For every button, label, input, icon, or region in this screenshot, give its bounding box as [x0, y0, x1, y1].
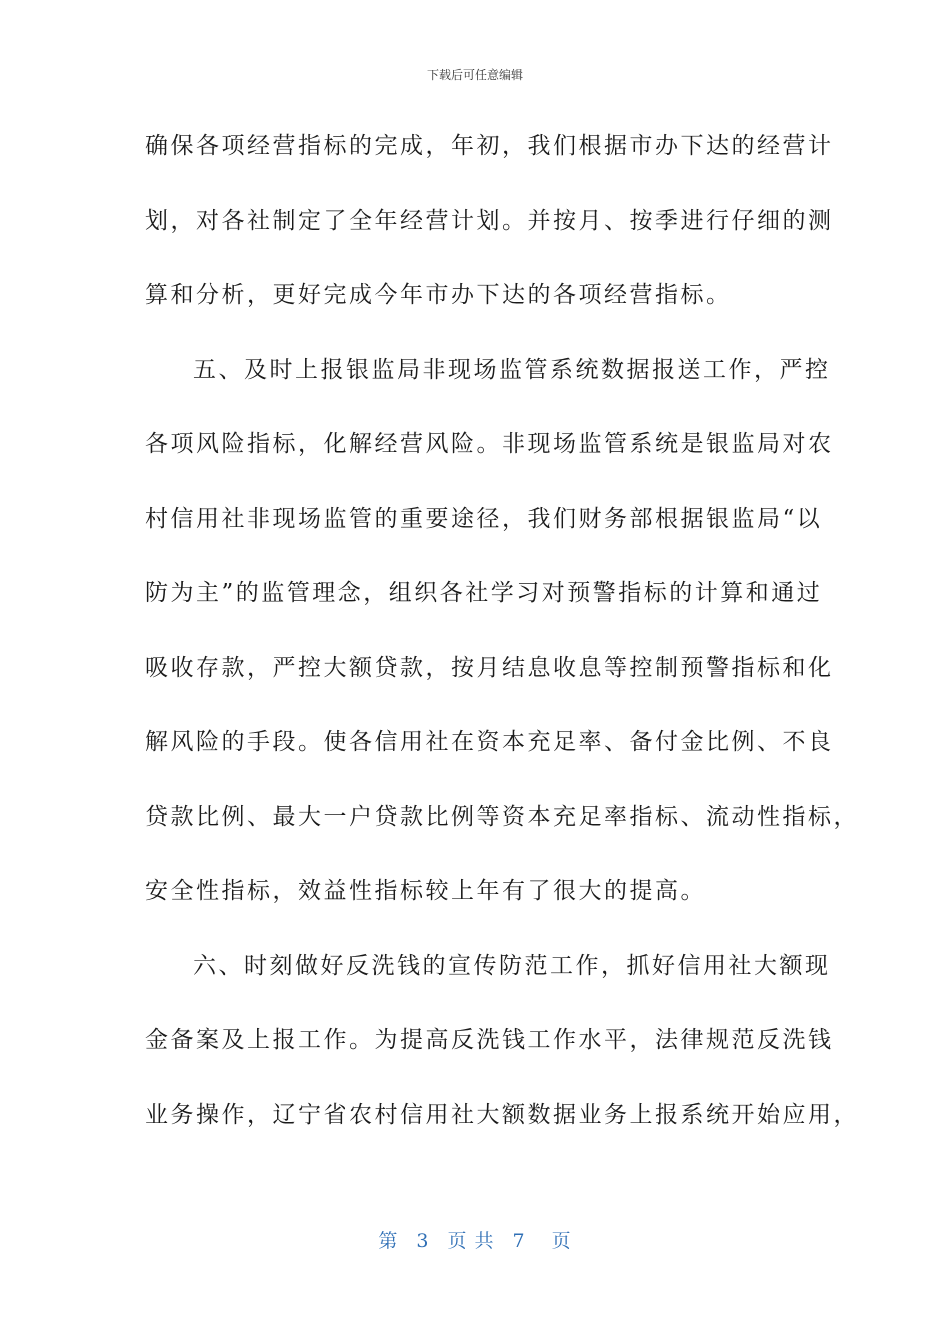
paragraph-start-line: 六、时刻做好反洗钱的宣传防范工作，抓好信用社大额现	[193, 952, 831, 979]
text-line: 业务操作，辽宁省农村信用社大额数据业务上报系统开始应用，	[145, 1101, 859, 1128]
text-line: 贷款比例、最大一户贷款比例等资本充足率指标、流动性指标，	[145, 803, 859, 830]
text-line: 防为主”的监管理念，组织各社学习对预警指标的计算和通过	[145, 580, 823, 606]
text-line: 解风险的手段。使各信用社在资本充足率、备付金比例、不良	[145, 729, 834, 755]
footer-suffix: 页	[551, 1230, 572, 1252]
text-line: 村信用社非现场监管的重要途径，我们财务部根据银监局“以	[145, 505, 823, 532]
footer-prefix: 第	[378, 1230, 399, 1252]
text-line: 算和分析，更好完成今年市办下达的各项经营指标。	[145, 282, 732, 308]
text-line: 划，对各社制定了全年经营计划。并按月、按季进行仔细的测	[145, 207, 834, 234]
paragraph-start-line: 五、及时上报银监局非现场监管系统数据报送工作，严控	[193, 356, 831, 383]
page-number-footer	[0, 1226, 950, 1253]
text-line: 吸收存款，严控大额贷款，按月结息收息等控制预警指标和化	[145, 654, 834, 681]
footer-middle: 页 共	[447, 1230, 495, 1252]
text-line: 各项风险指标，化解经营风险。非现场监管系统是银监局对农	[145, 431, 834, 457]
text-line: 安全性指标，效益性指标较上年有了很大的提高。	[145, 878, 706, 904]
total-pages-number: 7	[512, 1230, 526, 1252]
text-line: 金备案及上报工作。为提高反洗钱工作水平，法律规范反洗钱	[145, 1027, 834, 1053]
document-body	[145, 123, 859, 1166]
current-page-number: 3	[416, 1230, 430, 1252]
page-header-note: 下载后可任意编辑	[426, 68, 523, 82]
text-line: 确保各项经营指标的完成，年初，我们根据市办下达的经营计	[145, 133, 834, 159]
